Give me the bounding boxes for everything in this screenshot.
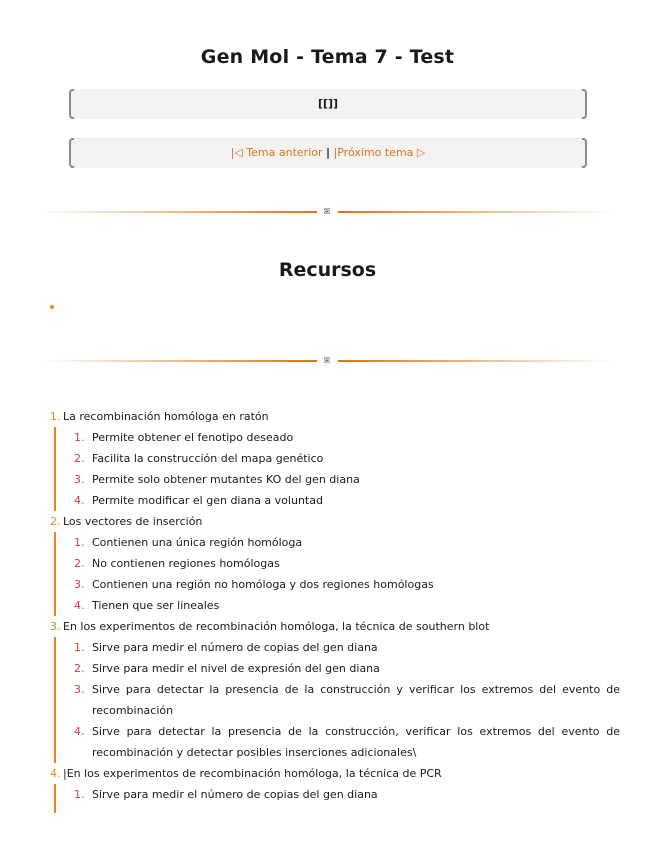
answer-option <box>74 490 620 511</box>
question-text: La recombinación homóloga en ratón <box>63 410 269 423</box>
placeholder-text: [[]] <box>317 97 339 110</box>
quiz-question <box>50 616 620 763</box>
option-number: 3. <box>74 683 85 696</box>
answer-option <box>74 637 620 658</box>
answer-options <box>54 532 620 616</box>
divider-line-left <box>40 211 317 213</box>
option-text: Tienen que ser lineales <box>92 599 220 612</box>
answer-option <box>74 427 620 448</box>
answer-option <box>74 553 620 574</box>
quiz-question <box>50 406 620 511</box>
topic-navigation <box>69 138 587 168</box>
option-number: 1. <box>74 431 85 444</box>
option-text: No contienen regiones homólogas <box>92 557 280 570</box>
option-text: Sirve para detectar la presencia de la construcción y verificar los extremos del evento de recombinación <box>92 683 620 717</box>
divider-ornament-icon: ꕤ <box>323 207 331 216</box>
empty-list-bullet-icon <box>50 305 54 309</box>
option-number: 2. <box>74 557 85 570</box>
option-number: 4. <box>74 599 85 612</box>
divider-ornament-icon: ꕤ <box>323 356 331 365</box>
quiz-question <box>50 763 620 813</box>
answer-option <box>74 448 620 469</box>
answer-option <box>74 532 620 553</box>
page-title: Gen Mol - Tema 7 - Test <box>200 46 455 68</box>
option-text: Sirve para medir el nivel de expresión del gen diana <box>92 662 380 675</box>
option-text: Sirve para medir el número de copias del gen diana <box>92 641 378 654</box>
divider-line-right <box>338 360 615 362</box>
answer-option <box>74 595 620 616</box>
answer-options <box>54 637 620 763</box>
option-text: Facilita la construcción del mapa genético <box>92 452 324 465</box>
option-text: Permite solo obtener mutantes KO del gen diana <box>92 473 360 486</box>
option-number: 4. <box>74 725 85 738</box>
question-number: 4. <box>50 767 61 780</box>
option-number: 2. <box>74 662 85 675</box>
option-text: Permite modificar el gen diana a voluntad <box>92 494 323 507</box>
question-text: |En los experimentos de recombinación homóloga, la técnica de PCR <box>63 767 442 780</box>
option-text: Sirve para medir el número de copias del gen diana <box>92 788 378 801</box>
option-text: Contienen una región no homóloga y dos regiones homólogas <box>92 578 434 591</box>
answer-option <box>74 574 620 595</box>
list-end-spacer <box>74 805 620 813</box>
answer-options <box>54 427 620 511</box>
placeholder-box <box>69 89 587 119</box>
question-number: 1. <box>50 410 61 423</box>
quiz-list <box>50 406 620 813</box>
next-topic-link[interactable]: |Próximo tema ▷ <box>333 146 426 159</box>
option-number: 1. <box>74 788 85 801</box>
option-number: 3. <box>74 578 85 591</box>
quiz-question <box>50 511 620 616</box>
answer-option <box>74 721 620 763</box>
answer-option <box>74 469 620 490</box>
answer-option <box>74 658 620 679</box>
answer-option <box>74 679 620 721</box>
option-text: Sirve para detectar la presencia de la construcción, verificar los extremos del evento de recombinación y detectar posibles inserciones adicionales\ <box>92 725 620 759</box>
question-number: 3. <box>50 620 61 633</box>
nav-separator: | <box>326 146 331 159</box>
section-title: Recursos <box>278 259 377 281</box>
divider-line-left <box>40 360 317 362</box>
option-number: 1. <box>74 536 85 549</box>
divider <box>40 357 615 365</box>
option-text: Contienen una única región homóloga <box>92 536 303 549</box>
option-number: 3. <box>74 473 85 486</box>
option-number: 4. <box>74 494 85 507</box>
option-number: 1. <box>74 641 85 654</box>
divider-line-right <box>338 211 615 213</box>
previous-topic-link[interactable]: |◁ Tema anterior <box>230 146 323 159</box>
option-text: Permite obtener el fenotipo deseado <box>92 431 294 444</box>
answer-option <box>74 784 620 805</box>
option-number: 2. <box>74 452 85 465</box>
answer-options <box>54 784 620 813</box>
question-text: En los experimentos de recombinación homóloga, la técnica de southern blot <box>63 620 490 633</box>
question-text: Los vectores de inserción <box>63 515 203 528</box>
divider <box>40 208 615 216</box>
question-number: 2. <box>50 515 61 528</box>
